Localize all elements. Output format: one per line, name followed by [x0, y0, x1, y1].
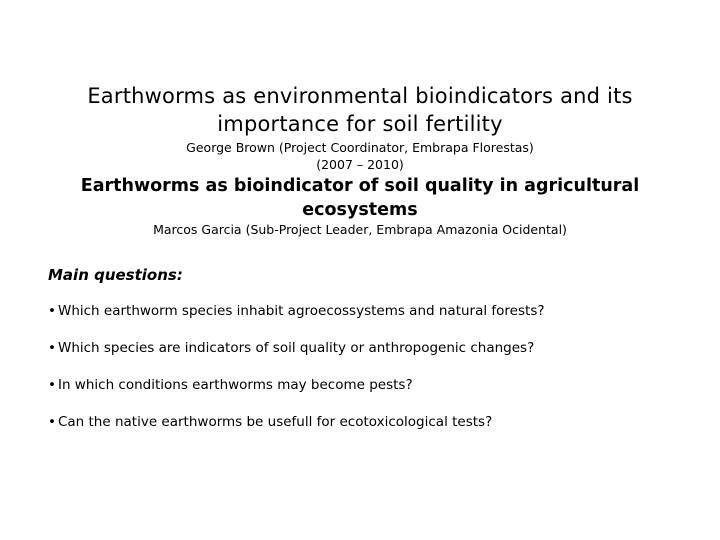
questions-section — [48, 264, 688, 450]
subproject-title-line-2: ecosystems — [302, 200, 418, 220]
bullet-icon: • — [48, 340, 56, 356]
coordinator-credit — [0, 139, 720, 173]
bullet-icon: • — [48, 377, 56, 393]
questions-heading: Main questions: — [48, 266, 183, 284]
bullet-icon: • — [48, 303, 56, 319]
question-text: Which species are indicators of soil quality or anthropogenic changes? — [57, 340, 535, 356]
main-title — [0, 82, 720, 138]
question-text: Can the native earthworms be usefull for ecotoxicological tests? — [57, 414, 493, 430]
question-text: In which conditions earthworms may become pests? — [57, 377, 413, 393]
main-title-line-2: importance for soil fertility — [217, 112, 503, 136]
project-period: (2007 – 2010) — [316, 157, 404, 172]
bullet-icon: • — [48, 414, 56, 430]
main-title-line-1: Earthworms as environmental bioindicators and its — [87, 84, 633, 108]
list-item — [48, 302, 688, 320]
question-text: Which earthworm species inhabit agroecossystems and natural forests? — [57, 303, 545, 319]
questions-list — [48, 302, 688, 431]
list-item — [48, 339, 688, 357]
subproject-leader-credit: Marcos Garcia (Sub-Project Leader, Embrapa Amazonia Ocidental) — [153, 222, 567, 237]
coordinator-name: George Brown (Project Coordinator, Embrapa Florestas) — [186, 140, 534, 155]
list-item — [48, 376, 688, 394]
subproject-title-line-1: Earthworms as bioindicator of soil quality in agricultural — [80, 176, 640, 196]
list-item — [48, 413, 688, 431]
subproject-title — [0, 174, 720, 222]
